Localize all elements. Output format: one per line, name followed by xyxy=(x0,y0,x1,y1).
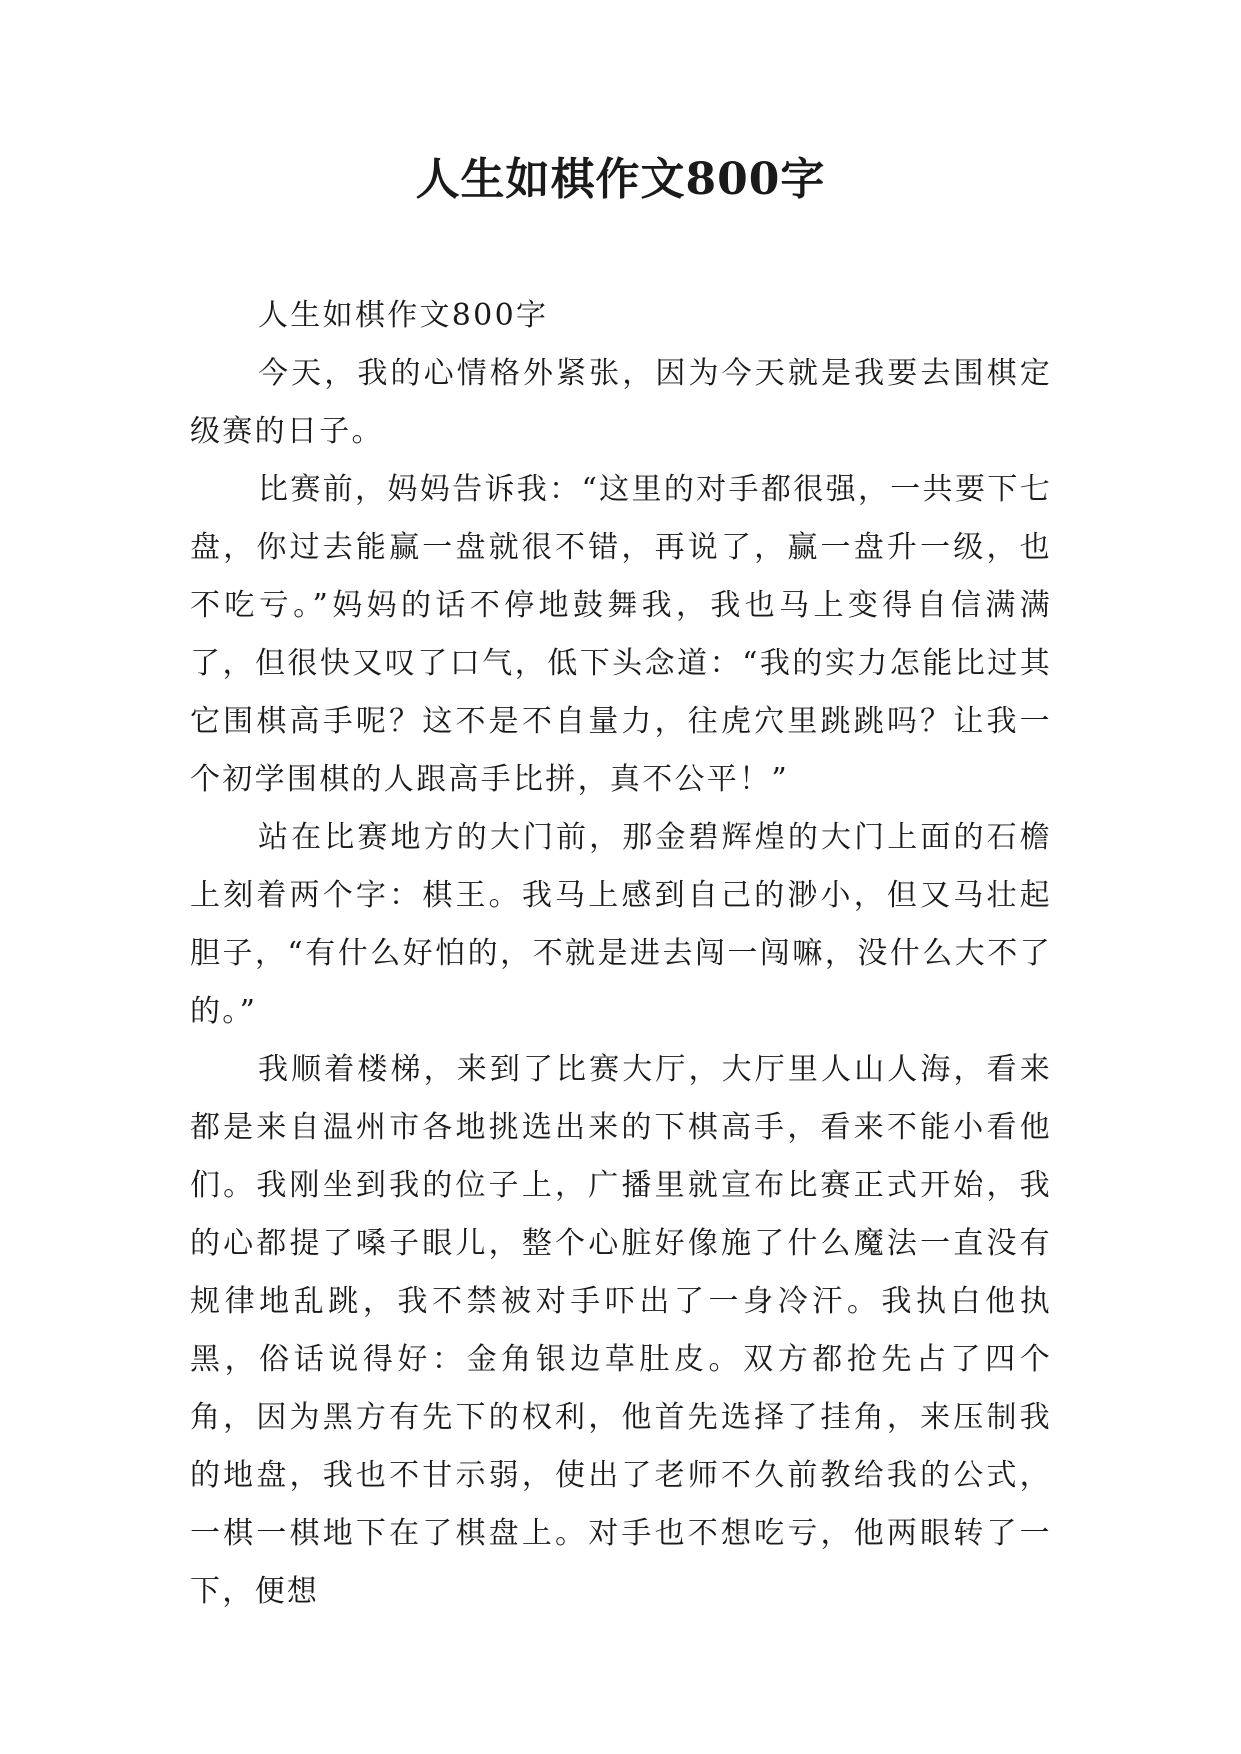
document-title: 人生如棋作文800字 xyxy=(415,154,826,205)
paragraph-subtitle: 人生如棋作文800字 xyxy=(258,298,549,333)
paragraph: 我顺着楼梯，来到了比赛大厅，大厅里人山人海，看来都是来自温州市各地挑选出来的下棋高手，看来不能小看他们。我刚坐到我的位子上，广播里就宣布比赛正式开始，我的心都提了嗓子眼儿，整个心脏好像施了什么魔法一直没有规律地乱跳，我不禁被对手吓出了一身冷汗。我执白他执黑，俗话说得好：金角银边草肚皮。双方都抢先占了四个角，因为黑方有先下的权利，他首先选择了挂角，来压制我的地盘，我也不甘示弱，使出了老师不久前教给我的公式，一棋一棋地下在了棋盘上。对手也不想吃亏，他两眼转了一下，便想 xyxy=(190,1052,1052,1609)
document-body xyxy=(190,287,1052,1621)
paragraph: 比赛前，妈妈告诉我：“这里的对手都很强，一共要下七盘，你过去能赢一盘就很不错，再说了，赢一盘升一级，也不吃亏。”妈妈的话不停地鼓舞我，我也马上变得自信满满了，但很快又叹了口气，低下头念道：“我的实力怎能比过其它围棋高手呢？这不是不自量力，往虎穴里跳跳吗？让我一个初学围棋的人跟高手比拼，真不公平！” xyxy=(190,472,1052,797)
paragraph: 站在比赛地方的大门前，那金碧辉煌的大门上面的石檐上刻着两个字：棋王。我马上感到自己的渺小，但又马壮起胆子，“有什么好怕的，不就是进去闯一闯嘛，没什么大不了的。” xyxy=(190,820,1052,1029)
paragraph: 今天，我的心情格外紧张，因为今天就是我要去围棋定级赛的日子。 xyxy=(190,356,1052,449)
